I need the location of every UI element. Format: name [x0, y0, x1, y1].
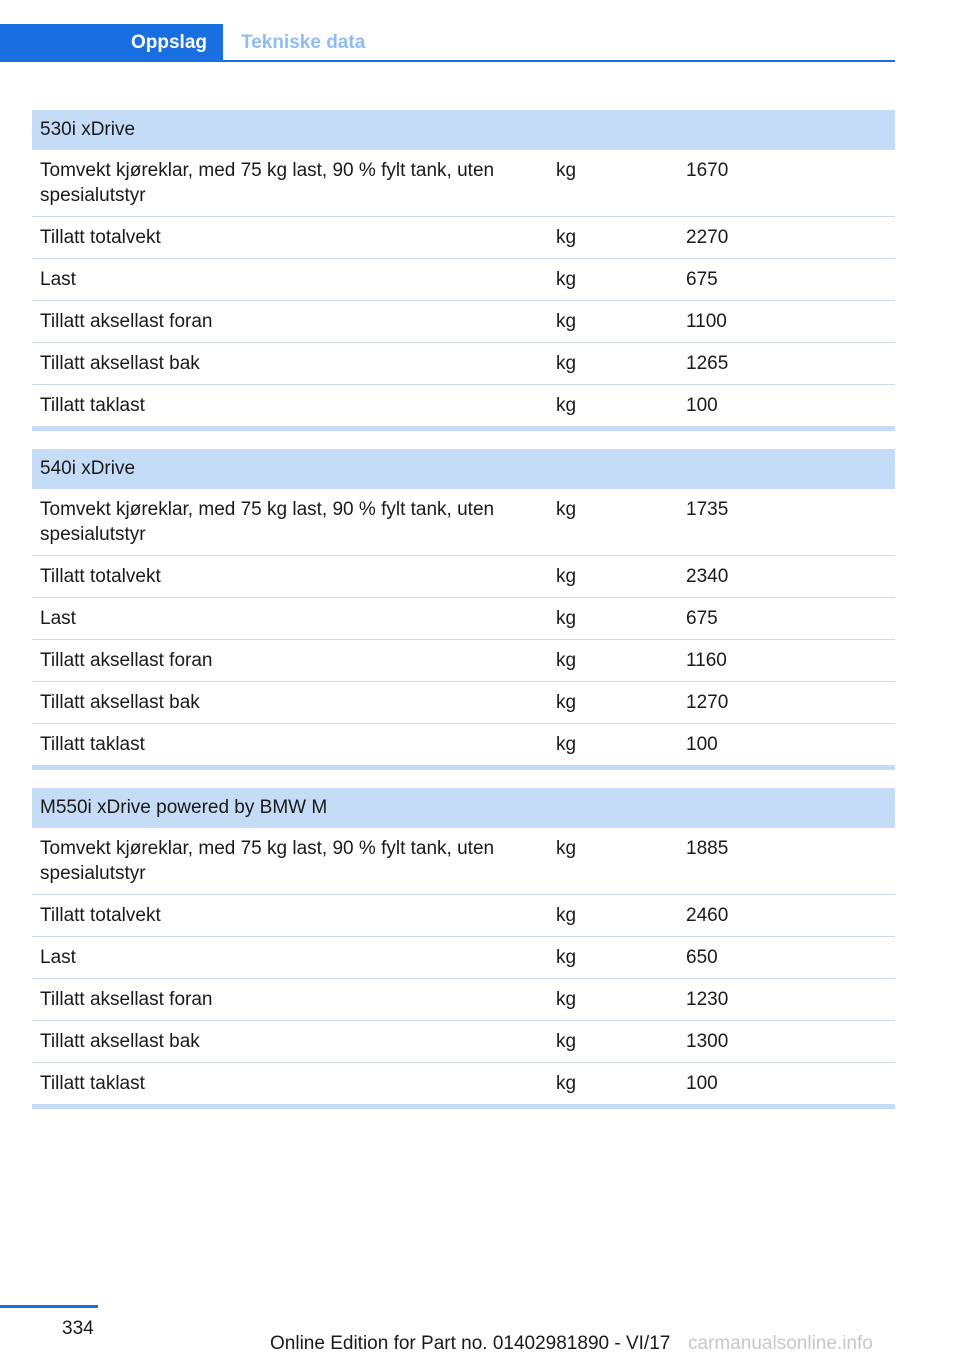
row-label: Tillatt taklast — [40, 734, 145, 755]
row-label: Tomvekt kjøreklar, med 75 kg last, 90 % fylt tank, uten spesialutstyr — [40, 160, 495, 206]
row-label: Tillatt totalvekt — [40, 566, 161, 587]
row-unit: kg — [556, 650, 577, 671]
row-unit: kg — [556, 353, 577, 374]
row-label: Tillatt aksellast foran — [40, 311, 213, 332]
row-value: 1885 — [686, 838, 729, 859]
header-divider — [0, 60, 895, 62]
row-unit: kg — [556, 269, 577, 290]
section-title: 540i xDrive — [32, 449, 895, 489]
watermark-text: carmanualsonline.info — [688, 1333, 873, 1354]
row-label: Tillatt taklast — [40, 1073, 145, 1094]
row-label: Last — [40, 269, 76, 290]
section-bottom-rule — [32, 426, 895, 431]
row-unit: kg — [556, 734, 577, 755]
row-value: 100 — [686, 734, 718, 755]
row-unit: kg — [556, 947, 577, 968]
row-value: 2460 — [686, 905, 729, 926]
row-value: 2340 — [686, 566, 729, 587]
table-row — [32, 343, 895, 385]
table-row — [32, 598, 895, 640]
spec-table-530i — [32, 110, 895, 431]
page-number: 334 — [62, 1318, 94, 1339]
table-row — [32, 895, 895, 937]
row-label: Tillatt aksellast bak — [40, 1031, 200, 1052]
table-row — [32, 259, 895, 301]
row-unit: kg — [556, 227, 577, 248]
row-value: 675 — [686, 269, 718, 290]
table-row — [32, 301, 895, 343]
row-unit: kg — [556, 566, 577, 587]
row-value: 100 — [686, 395, 718, 416]
row-label: Tillatt aksellast foran — [40, 989, 213, 1010]
row-value: 1160 — [686, 650, 727, 671]
section-title: 530i xDrive — [32, 110, 895, 150]
row-unit: kg — [556, 989, 577, 1010]
page-header — [0, 24, 895, 62]
row-label: Last — [40, 947, 76, 968]
row-unit: kg — [556, 1073, 577, 1094]
table-row — [32, 556, 895, 598]
row-unit: kg — [556, 692, 577, 713]
table-row — [32, 640, 895, 682]
row-value: 2270 — [686, 227, 729, 248]
row-value: 675 — [686, 608, 718, 629]
row-label: Tillatt aksellast bak — [40, 692, 200, 713]
table-row — [32, 217, 895, 259]
row-unit: kg — [556, 395, 577, 416]
row-value: 1270 — [686, 692, 729, 713]
row-label: Tomvekt kjøreklar, med 75 kg last, 90 % fylt tank, uten spesialutstyr — [40, 499, 495, 545]
table-row — [32, 979, 895, 1021]
table-row — [32, 489, 895, 556]
row-label: Tillatt totalvekt — [40, 227, 161, 248]
row-label: Last — [40, 608, 76, 629]
section-bottom-rule — [32, 765, 895, 770]
table-row — [32, 1021, 895, 1063]
row-value: 1265 — [686, 353, 729, 374]
row-unit: kg — [556, 160, 577, 181]
row-unit: kg — [556, 1031, 577, 1052]
row-label: Tillatt aksellast foran — [40, 650, 213, 671]
spec-table-m550i — [32, 788, 895, 1109]
page-number-rule — [0, 1305, 98, 1308]
row-value: 1735 — [686, 499, 729, 520]
row-value: 650 — [686, 947, 718, 968]
row-value: 1300 — [686, 1031, 729, 1052]
section-bottom-rule — [32, 1104, 895, 1109]
row-unit: kg — [556, 905, 577, 926]
row-value: 1230 — [686, 989, 729, 1010]
row-label: Tillatt aksellast bak — [40, 353, 200, 374]
table-row — [32, 828, 895, 895]
row-label: Tillatt taklast — [40, 395, 145, 416]
row-value: 1670 — [686, 160, 729, 181]
section-title: M550i xDrive powered by BMW M — [32, 788, 895, 828]
table-row — [32, 724, 895, 765]
row-unit: kg — [556, 608, 577, 629]
row-label: Tomvekt kjøreklar, med 75 kg last, 90 % fylt tank, uten spesialutstyr — [40, 838, 495, 884]
table-row — [32, 1063, 895, 1104]
table-row — [32, 385, 895, 426]
row-unit: kg — [556, 499, 577, 520]
row-unit: kg — [556, 838, 577, 859]
table-row — [32, 937, 895, 979]
table-row — [32, 682, 895, 724]
tab-tekniske-data[interactable]: Tekniske data — [241, 32, 366, 53]
row-value: 100 — [686, 1073, 718, 1094]
row-label: Tillatt totalvekt — [40, 905, 161, 926]
spec-table-540i — [32, 449, 895, 770]
tab-oppslag[interactable]: Oppslag — [0, 24, 223, 62]
table-row — [32, 150, 895, 217]
row-value: 1100 — [686, 311, 727, 332]
edition-footer: Online Edition for Part no. 01402981890 - VI/17 — [270, 1333, 671, 1354]
row-unit: kg — [556, 311, 577, 332]
